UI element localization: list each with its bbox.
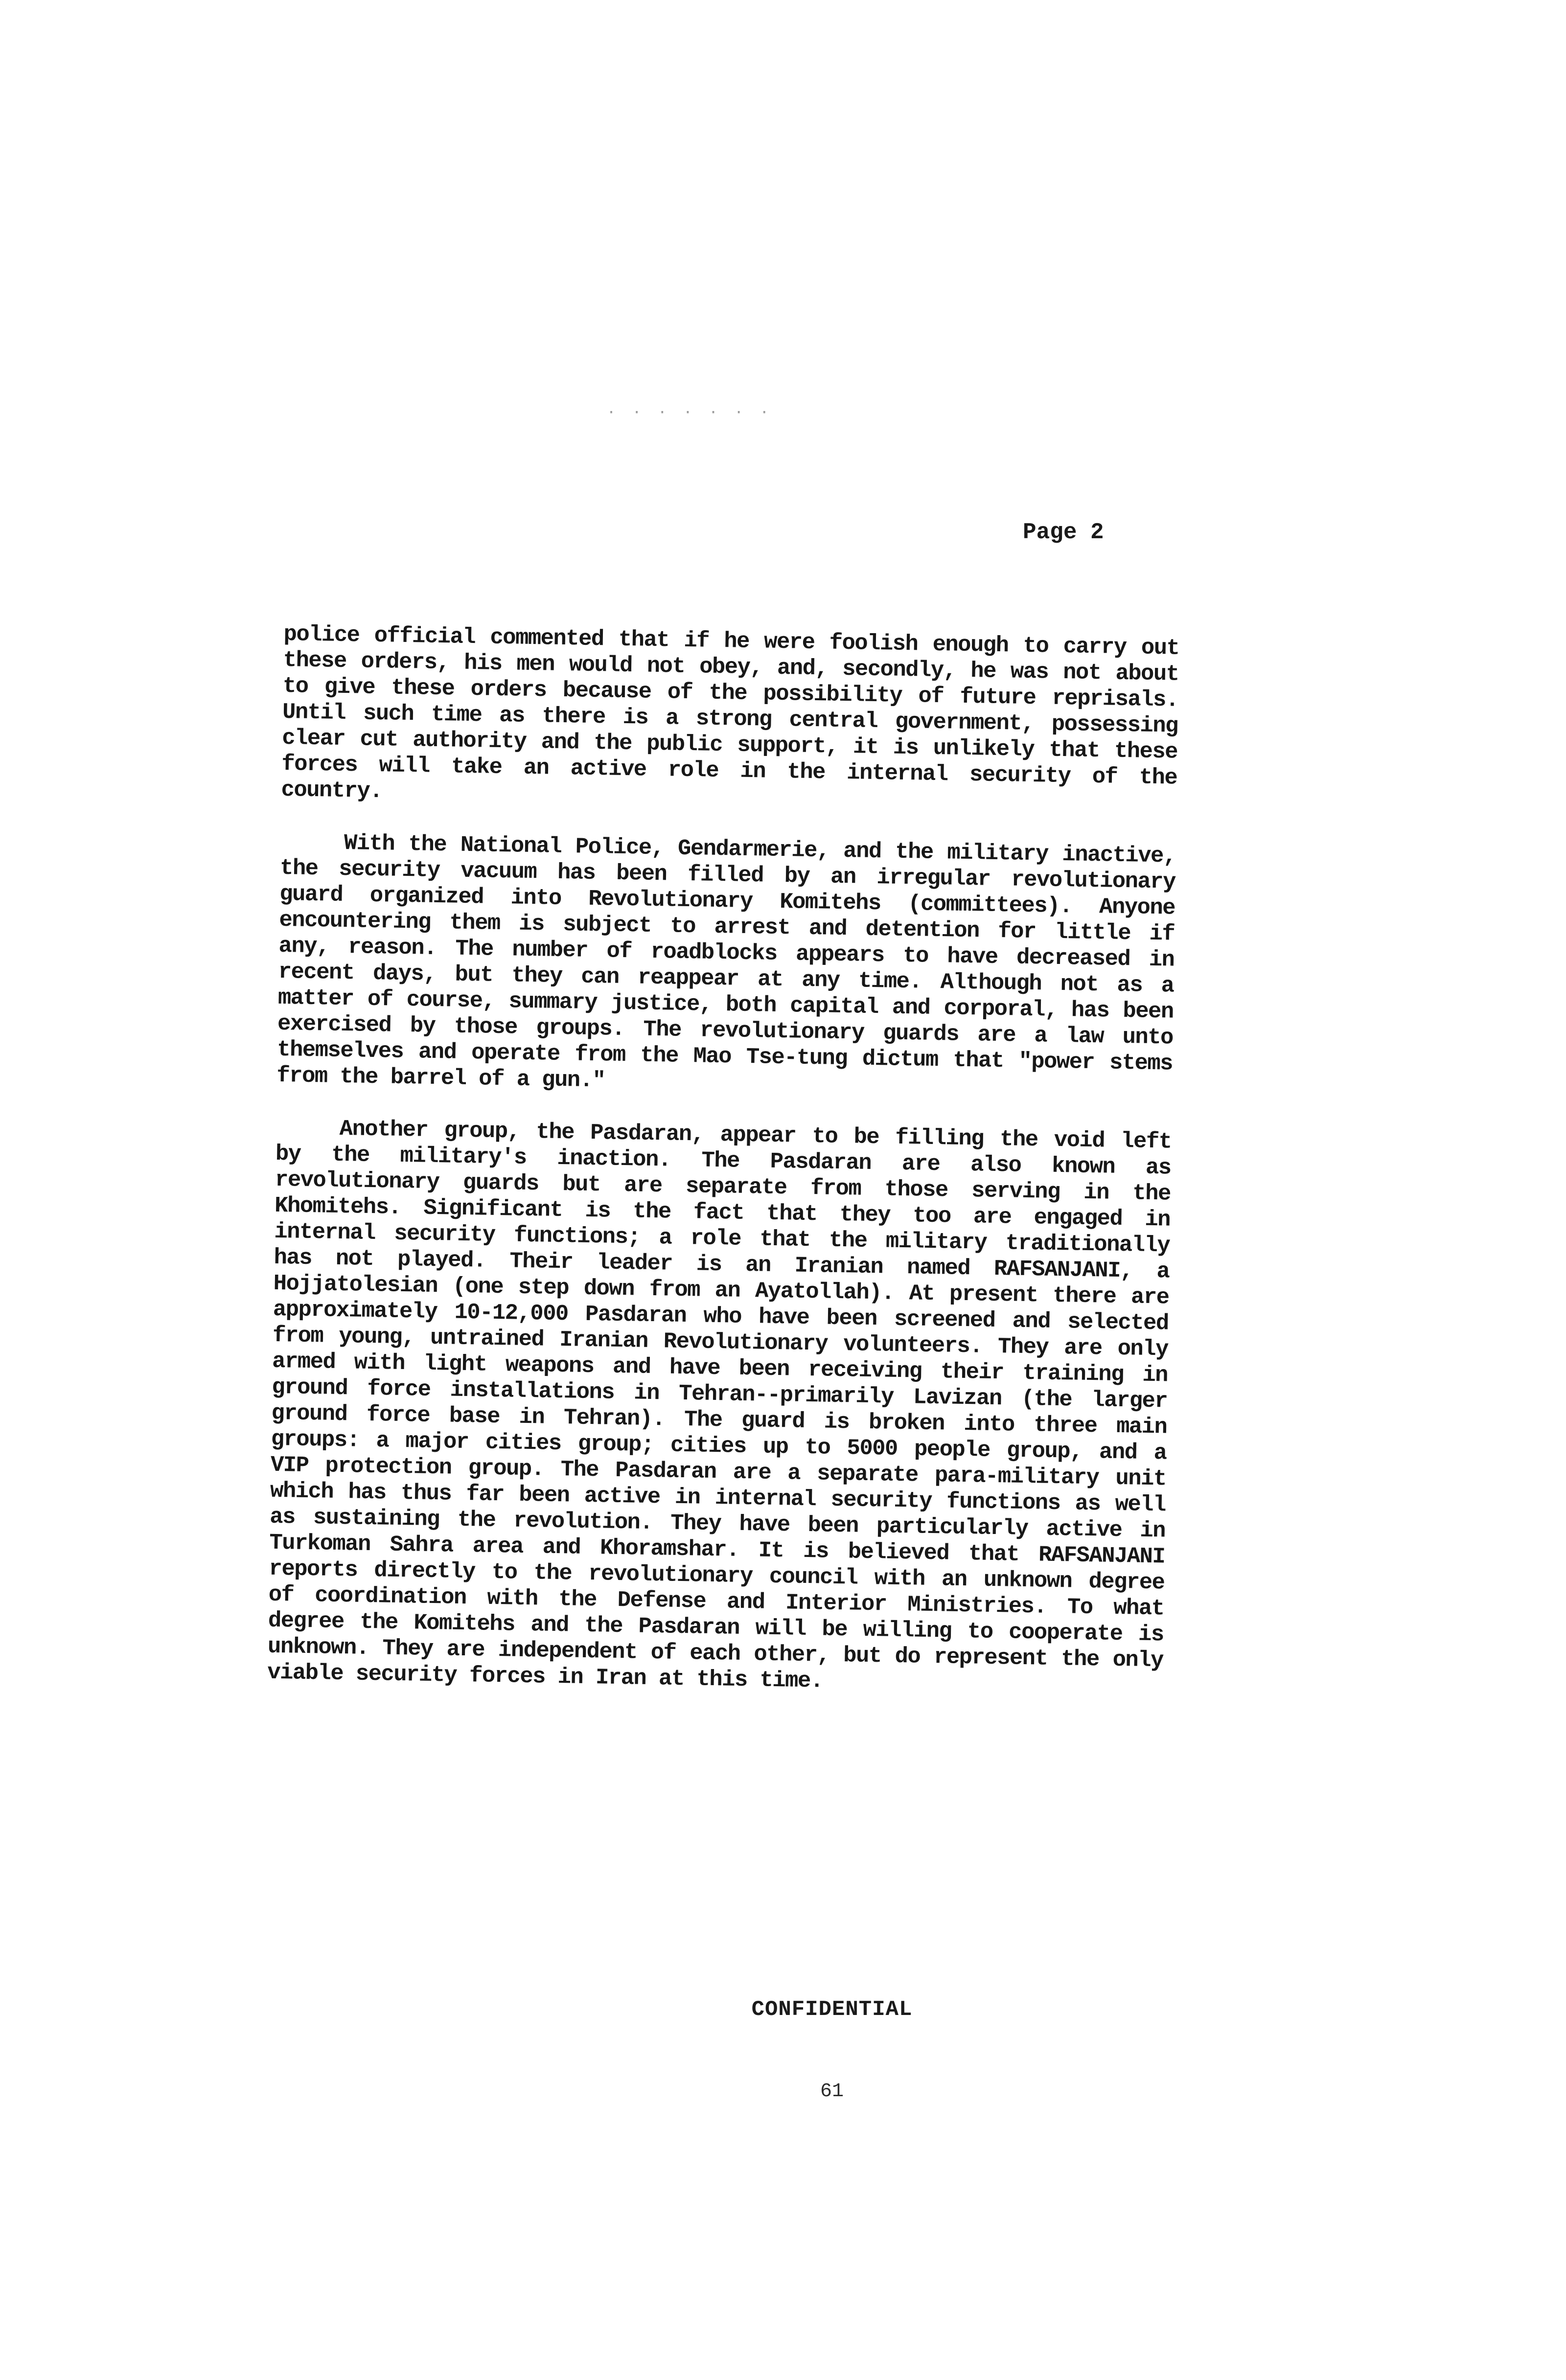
paragraph-1: police official commented that if he were foolish enough to carry out these orders, his men would not obey, and, secondly, he was not about to give these orders because of the possibility of future reprisals. Until such time as there is a strong central government, possessing clear cut authority and the public support, it is unlikely that these forces will take an active role in the internal security of the country.	[281, 621, 1179, 804]
page-label: Page 2	[1023, 520, 1104, 545]
document-body	[267, 621, 1179, 1726]
classification-marking: CONFIDENTIAL	[751, 1997, 913, 2022]
paragraph-3: Another group, the Pasdaran, appear to be filling the void left by the military's inaction. The Pasdaran are also known as revolutionary guards but are separate from those serving in the Khomitehs. Significant is the fact that they too are engaged in internal security functions; a role that the military traditionally has not played. Their leader is an Iranian named RAFSANJANI, a Hojjatolesian (one step down from an Ayatollah). At present there are approximately 10-12,000 Pasdaran who have been screened and selected from young, untrained Iranian Revolutionary volunteers. They are only armed with light weapons and have been receiving their training in ground force installations in Tehran--primarily Lavizan (the larger ground force base in Tehran). The guard is broken into three main groups: a major cities group; cities up to 5000 people group, and a VIP protection group. The Pasdaran are a separate para-military unit which has thus far been active in internal security functions as well as sustaining the revolution. They have been particularly active in Turkoman Sahra area and Khoramshar. It is believed that RAFSANJANI reports directly to the revolutionary council with an unknown degree of coordination with the Defense and Interior Ministries. To what degree the Komitehs and the Pasdaran will be willing to cooperate is unknown. They are independent of each other, but do represent the only viable security forces in Iran at this time.	[267, 1116, 1172, 1694]
paragraph-2: With the National Police, Gendarmerie, and the military inactive, the security vacuum has been filled by an irregular revolutionary guard organized into Revolutionary Komitehs (committees). Anyone encountering them is subject to arrest and detention for little if any, reason. The number of roadblocks appears to have decreased in recent days, but they can reappear at any time. Although not as a matter of course, summary justice, both capital and corporal, has been exercised by those groups. The revolutionary guards are a law unto themselves and operate from the Mao Tse-tung dictum that "power stems from the barrel of a gun."	[276, 830, 1176, 1094]
faint-header-mark: · · · · · · ·	[607, 404, 773, 421]
footer-page-number: 61	[820, 2081, 844, 2103]
